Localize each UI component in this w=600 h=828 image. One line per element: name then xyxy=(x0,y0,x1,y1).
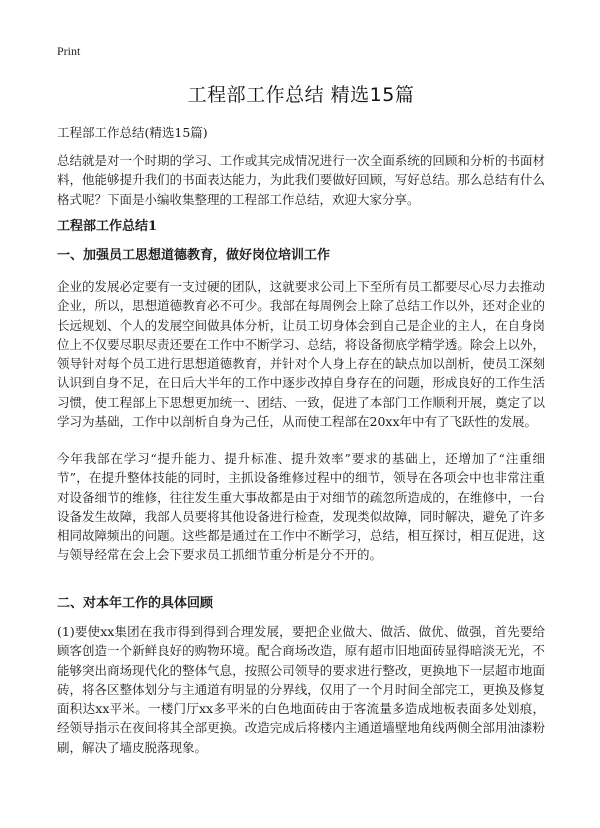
document-title: 工程部工作总结 精选15篇 xyxy=(187,84,415,106)
section-heading-1: 一、加强员工思想道德教育，做好岗位培训工作 xyxy=(57,248,331,263)
section-heading-2: 二、对本年工作的具体回顾 xyxy=(57,596,214,611)
section2-paragraph-1: (1)要使xx集团在我市得到得到合理发展，要把企业做大、做活、做优、做强，首先要给顾客创造一个新鲜良好的购物环境。配合商场改造，原有超市旧地面砖显得暗淡无光，不能够突出商场现代化的整体气息，按照公司领导的要求进行整改，更换地下一层超市地面砖，将各区整体划分与主通道有明显的分界线，仅用了一个月时间全部完工，更换及修复面积达xx平米。一楼门厅xx多平米的白色地面砖由于客流量多造成地板表面多处划痕，经领导指示在夜间将其全部更换。改造完成后将楼内主通道墙壁地角线两侧全部用油漆粉刷，解决了墙皮脱落现象。 xyxy=(57,624,545,755)
intro-paragraph: 总结就是对一个时期的学习、工作或其完成情况进行一次全面系统的回顾和分析的书面材料，他能够提升我们的书面表达能力，为此我们要做好回顾，写好总结。那么总结有什么格式呢？下面是小编收集整理的工程部工作总结，欢迎大家分享。 xyxy=(57,153,545,207)
section1-paragraph-2: 今年我部在学习“提升能力、提升标准、提升效率”要求的基础上，还增加了“注重细节”，在提升整体技能的同时，主抓设备维修过程中的细节，领导在各项会中也非常注重对设备细节的维修，往往发生重大事故都是由于对细节的疏忽所造成的，在维修中，一台设备发生故障，我部人员要将其他设备进行检查，发现类似故障，同时解决，避免了许多相同故障频出的问题。这些都是通过在工作中不断学习，总结，相互探讨，相互促进，这与领导经常在会上会下要求员工抓细节重分析是分不开的。 xyxy=(57,451,545,563)
document-subtitle: 工程部工作总结(精选15篇) xyxy=(57,125,208,140)
section1-paragraph-1: 企业的发展必定要有一支过硬的团队，这就要求公司上下至所有员工都要尽心尽力去推动企业，所以，思想道德教育必不可少。我部在每周例会上除了总结工作以外，还对企业的长远规划、个人的发展空间做具体分析，让员工切身体会到自己是企业的主人，在自身岗位上不仅要尽职尽责还要在工作中不断学习、总结，将设备彻底学精学透。除会上以外，领导针对每个员工进行思想道德教育，并针对个人身上存在的缺点加以剖析，使员工深刻认识到自身不足，在日后大半年的工作中逐步改掉自身存在的问题，形成良好的工作生活习惯，使工程部上下思想更加统一、团结、一致，促进了本部门工作顺利开展，奠定了以学习为基础，工作中以剖析自身为己任，从而使工程部在20xx年中有了飞跃性的发展。 xyxy=(57,279,545,430)
print-link[interactable]: Print xyxy=(57,44,81,58)
summary-heading: 工程部工作总结1 xyxy=(57,219,158,234)
